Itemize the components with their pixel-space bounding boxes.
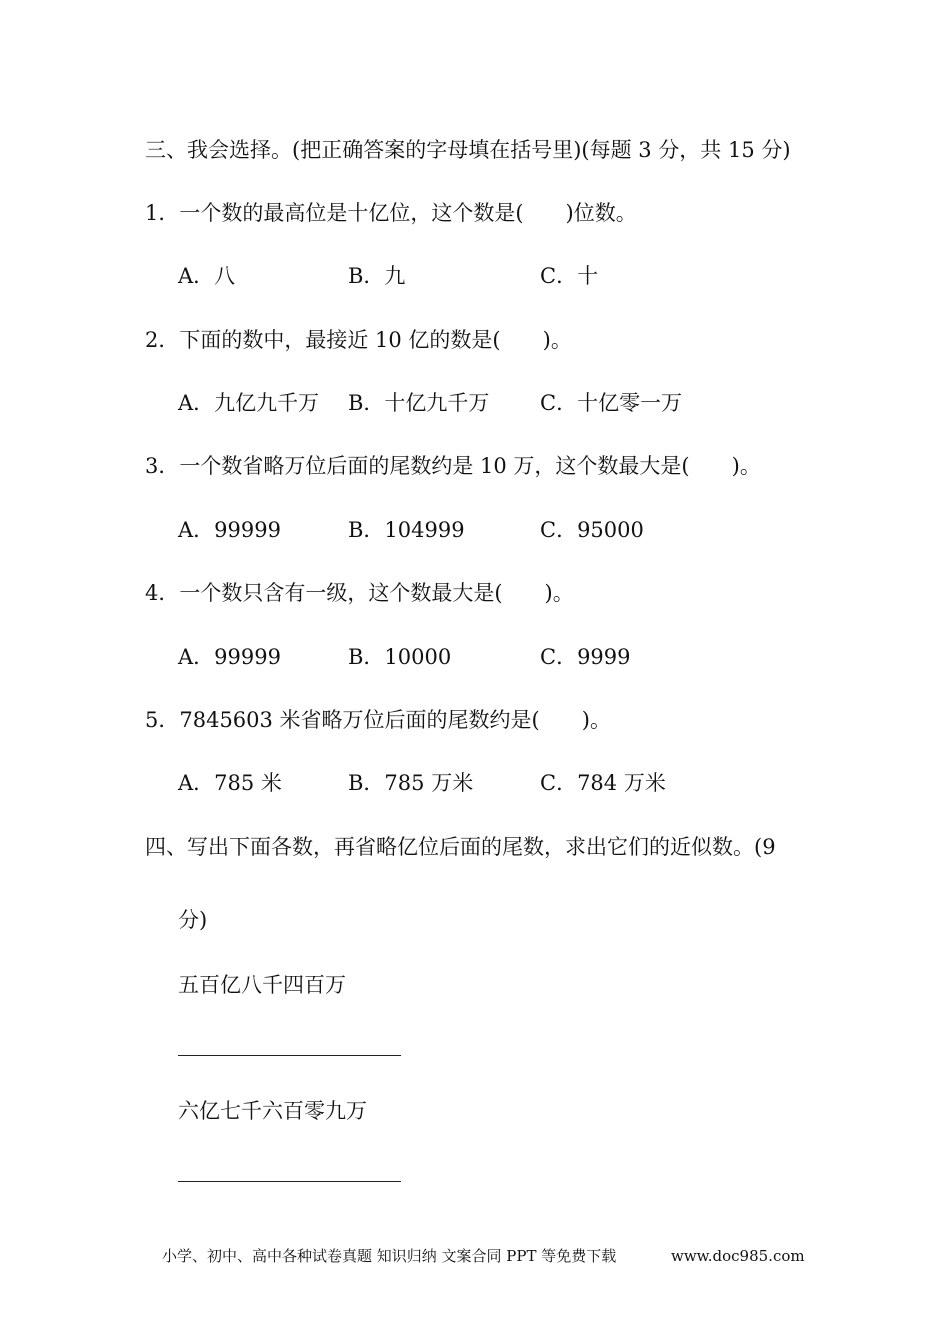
section4-heading: 四、写出下面各数，再省略亿位后面的尾数，求出它们的近似数。(9 <box>145 835 776 859</box>
section4-item-2: 六亿七千六百零九万 <box>178 1099 367 1123</box>
question-4-option-c: C．9999 <box>540 645 631 669</box>
footer-url[interactable]: www.doc985.com <box>671 1247 805 1265</box>
question-5-option-c: C．784 万米 <box>540 771 666 795</box>
question-2-option-a: A．九亿九千万 <box>178 391 320 415</box>
section3-heading: 三、我会选择。(把正确答案的字母填在括号里)(每题 3 分，共 15 分) <box>145 138 791 162</box>
question-4-option-a: A．99999 <box>178 645 281 669</box>
question-1-option-c: C．十 <box>540 264 599 288</box>
question-3-stem: 3．一个数省略万位后面的尾数约是 10 万，这个数最大是( )。 <box>145 454 761 478</box>
question-2-option-c: C．十亿零一万 <box>540 391 683 415</box>
question-5-option-a: A．785 米 <box>178 771 282 795</box>
question-1-stem: 1．一个数的最高位是十亿位，这个数是( )位数。 <box>145 201 637 225</box>
question-2-option-b: B．十亿九千万 <box>348 391 490 415</box>
footer-text: 小学、初中、高中各种试卷真题 知识归纳 文案合同 PPT 等免费下载 <box>162 1247 617 1265</box>
section4-heading-continued: 分) <box>178 908 208 932</box>
answer-blank-2[interactable] <box>178 1181 401 1182</box>
question-3-option-c: C．95000 <box>540 518 644 542</box>
section4-item-1: 五百亿八千四百万 <box>178 973 346 997</box>
question-4-option-b: B．10000 <box>348 645 452 669</box>
question-4-stem: 4．一个数只含有一级，这个数最大是( )。 <box>145 581 574 605</box>
question-2-stem: 2．下面的数中，最接近 10 亿的数是( )。 <box>145 328 572 352</box>
answer-blank-1[interactable] <box>178 1055 401 1056</box>
question-5-option-b: B．785 万米 <box>348 771 474 795</box>
question-3-option-a: A．99999 <box>178 518 281 542</box>
question-1-option-a: A．八 <box>178 264 236 288</box>
question-5-stem: 5．7845603 米省略万位后面的尾数约是( )。 <box>145 708 611 732</box>
question-1-option-b: B．九 <box>348 264 406 288</box>
question-3-option-b: B．104999 <box>348 518 465 542</box>
